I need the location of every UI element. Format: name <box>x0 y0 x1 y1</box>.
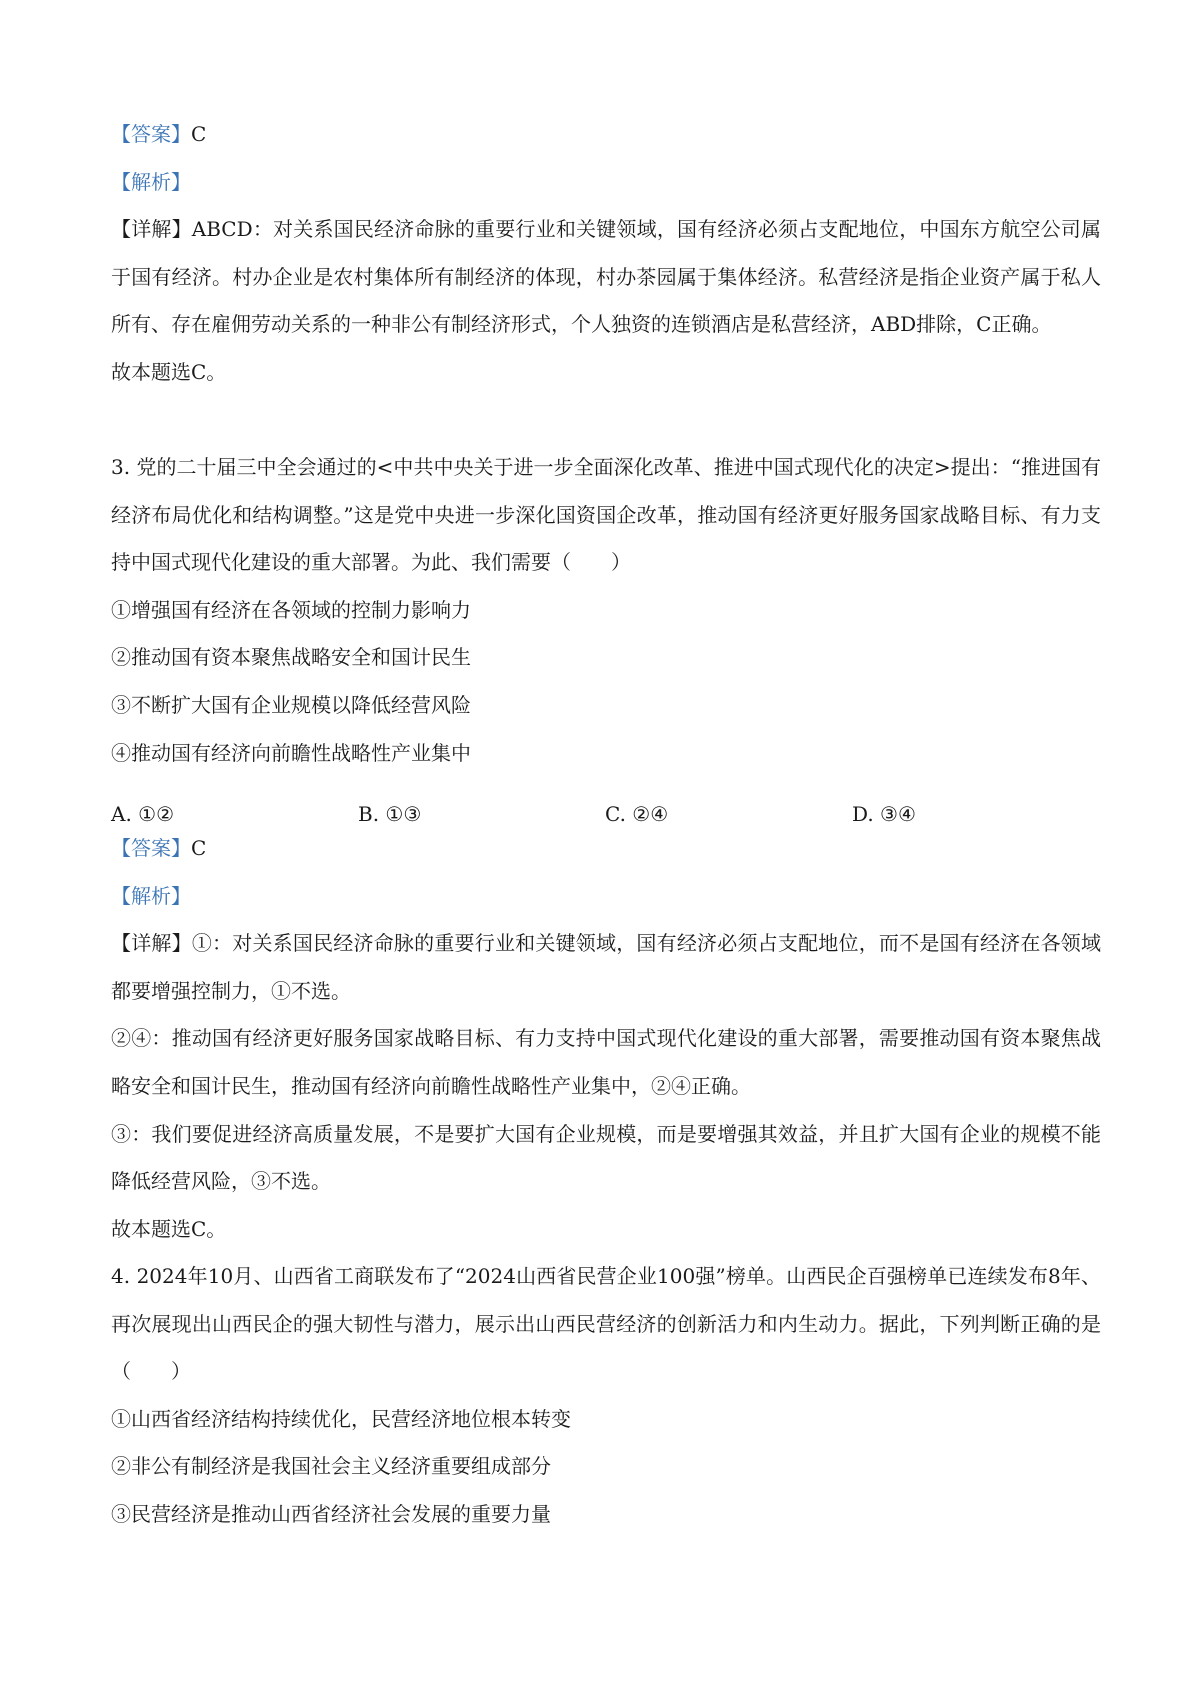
q4-statement-3: ③民营经济是推动山西省经济社会发展的重要力量 <box>111 1501 551 1526</box>
answer-value: C <box>191 836 207 860</box>
q3-stem: 3. 党的二十届三中全会通过的<中共中央关于进一步全面深化改革、推进中国式现代化的决定>提出：“推进国有经济布局优化和结构调整。”这是党中央进一步深化国资国企改革，推动国有经济更好服务国家战略目标、有力支持中国式现代化建设的重大部署。为此、我们需要（ ） <box>111 455 1101 575</box>
answer-tag: 【答案】 <box>111 122 191 146</box>
q3-conclusion: 故本题选C。 <box>111 1216 227 1241</box>
q2-answer-block <box>111 111 1101 397</box>
q3-option-a: A. ①② <box>111 802 175 826</box>
q3-detail-line-1: ②④：推动国有经济更好服务国家战略目标、有力支持中国式现代化建设的重大部署，需要推动国有资本聚焦战略安全和国计民生，推动国有经济向前瞻性战略性产业集中，②④正确。 <box>111 1026 1101 1098</box>
q2-analysis-tag: 【解析】 <box>111 169 191 194</box>
q3-option-d: D. ③④ <box>852 802 916 826</box>
detail-tag: 【详解】 <box>111 217 192 242</box>
q4-statement-1: ①山西省经济结构持续优化，民营经济地位根本转变 <box>111 1406 571 1431</box>
q4-statement-2: ②非公有制经济是我国社会主义经济重要组成部分 <box>111 1454 551 1479</box>
q3-analysis-tag: 【解析】 <box>111 883 191 908</box>
q2-conclusion: 故本题选C。 <box>111 359 227 384</box>
q3-statement-3: ③不断扩大国有企业规模以降低经营风险 <box>111 692 471 717</box>
q3-statement-2: ②推动国有资本聚焦战略安全和国计民生 <box>111 645 471 670</box>
q3-detail <box>111 920 1101 1015</box>
detail-tag: 【详解】 <box>111 931 192 956</box>
q3-answer <box>111 825 1101 873</box>
answer-value: C <box>191 122 207 146</box>
q4-question-block <box>111 1253 1101 1539</box>
detail-text: ①：对关系国民经济命脉的重要行业和关键领域，国有经济必须占支配地位，而不是国有经济在各领域都要增强控制力，①不选。 <box>111 931 1102 1003</box>
q3-statement-4: ④推动国有经济向前瞻性战略性产业集中 <box>111 740 471 765</box>
q3-answer-block <box>111 825 1101 1253</box>
q3-statement-1: ①增强国有经济在各领域的控制力影响力 <box>111 597 471 622</box>
q3-option-b: B. ①③ <box>358 802 422 826</box>
q4-stem: 4. 2024年10月、山西省工商联发布了“2024山西省民营企业100强”榜单。山西民企百强榜单已连续发布8年、再次展现出山西民企的强大韧性与潜力，展示出山西民营经济的创新活力和内生动力。据此，下列判断正确的是（ ） <box>111 1264 1101 1384</box>
q3-option-c: C. ②④ <box>605 802 669 826</box>
q3-question-block <box>111 444 1101 777</box>
q2-detail <box>111 206 1101 349</box>
detail-text: ABCD：对关系国民经济命脉的重要行业和关键领域，国有经济必须占支配地位，中国东方航空公司属于国有经济。村办企业是农村集体所有制经济的体现，村办茶园属于集体经济。私营经济是指企业资产属于私人所有、存在雇佣劳动关系的一种非公有制经济形式，个人独资的连锁酒店是私营经济，ABD排除，C正确。 <box>111 217 1101 337</box>
q3-detail-line-2: ③：我们要促进经济高质量发展，不是要扩大国有企业规模，而是要增强其效益，并且扩大国有企业的规模不能降低经营风险，③不选。 <box>111 1121 1101 1194</box>
q2-answer <box>111 111 1101 159</box>
answer-tag: 【答案】 <box>111 836 191 860</box>
